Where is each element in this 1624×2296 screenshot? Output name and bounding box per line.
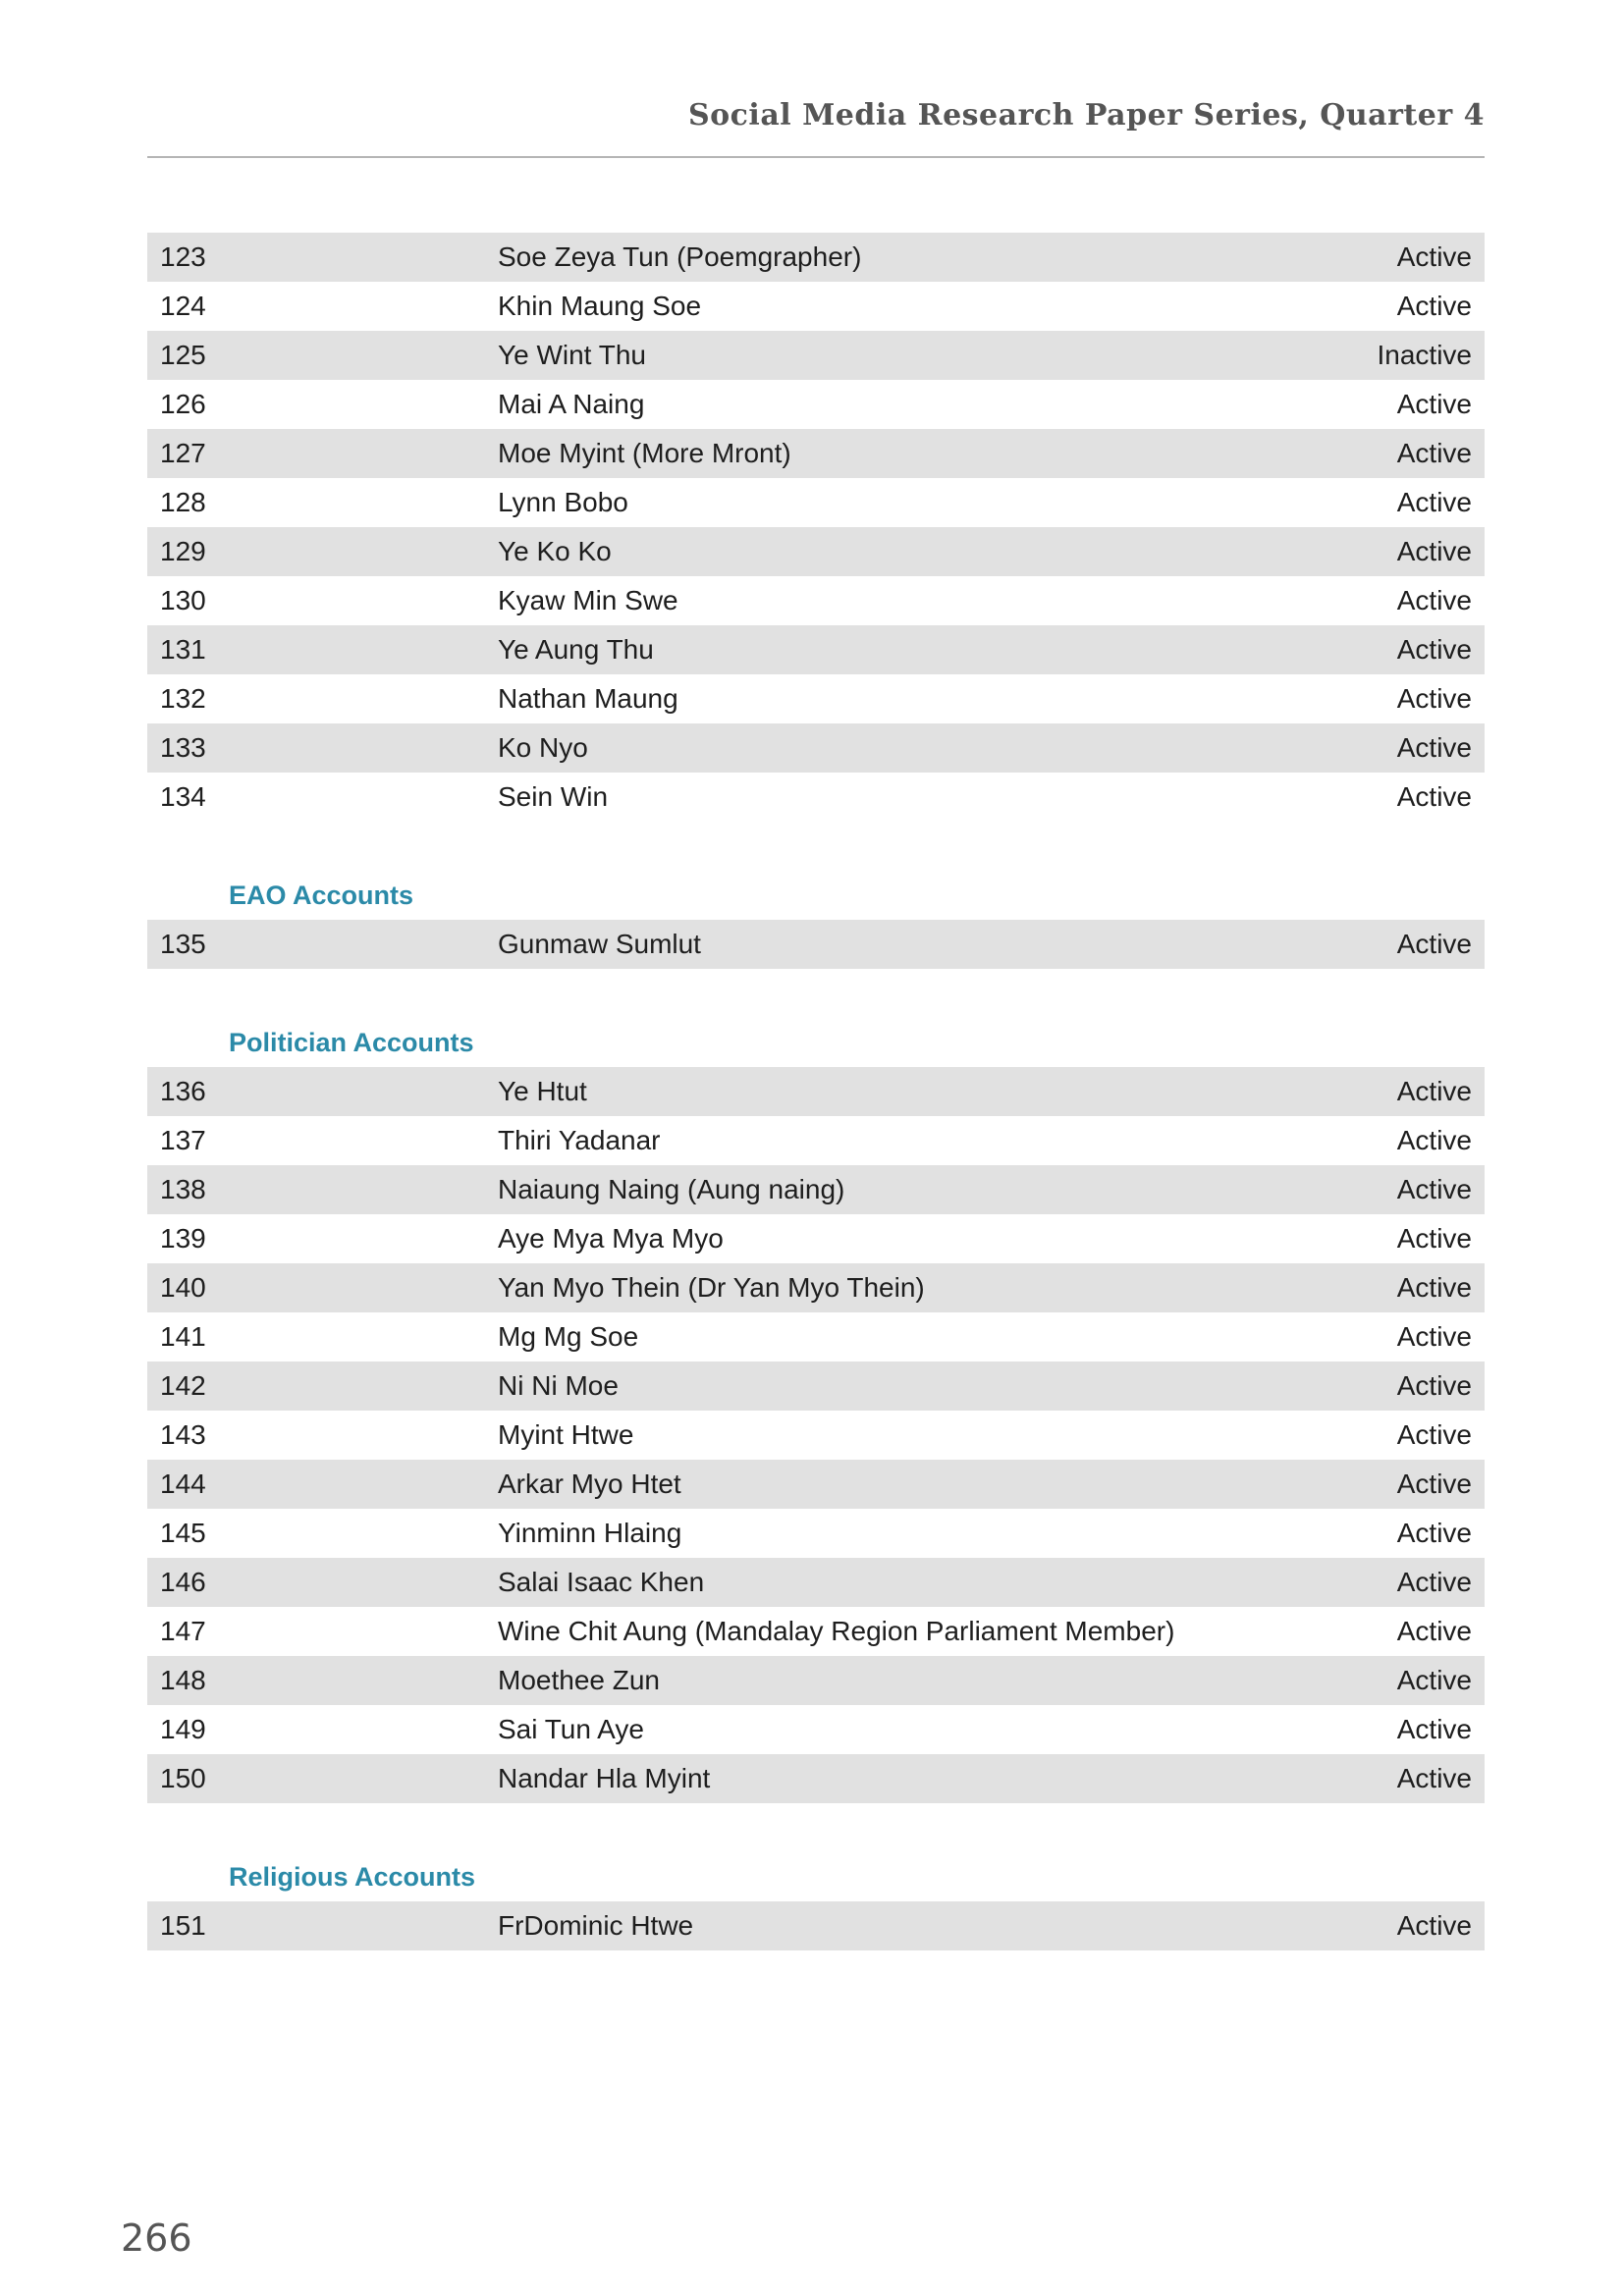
table-row — [147, 1263, 1485, 1312]
row-number: 129 — [160, 536, 206, 566]
account-status: Active — [1396, 1125, 1472, 1155]
table-row — [147, 1607, 1485, 1656]
table-row — [147, 920, 1485, 969]
row-number: 126 — [160, 389, 206, 419]
row-number: 138 — [160, 1174, 206, 1204]
row-number: 128 — [160, 487, 206, 517]
row-number: 135 — [160, 929, 206, 959]
account-name: Ye Ko Ko — [498, 536, 612, 566]
row-number: 137 — [160, 1125, 206, 1155]
row-number: 145 — [160, 1518, 206, 1548]
account-name: Aye Mya Mya Myo — [498, 1223, 724, 1254]
account-status: Active — [1396, 487, 1472, 517]
account-name: Moethee Zun — [498, 1665, 660, 1695]
accounts-table — [147, 233, 1485, 1950]
account-name: Arkar Myo Htet — [498, 1468, 681, 1499]
table-row — [147, 380, 1485, 429]
account-status: Active — [1396, 241, 1472, 272]
table-row — [147, 1558, 1485, 1607]
row-number: 123 — [160, 241, 206, 272]
account-name: Sai Tun Aye — [498, 1714, 644, 1744]
account-status: Active — [1396, 536, 1472, 566]
account-name: Ni Ni Moe — [498, 1370, 619, 1401]
row-number: 149 — [160, 1714, 206, 1744]
row-number: 148 — [160, 1665, 206, 1695]
row-number: 140 — [160, 1272, 206, 1303]
section-gap — [147, 969, 1485, 1018]
section-gap — [147, 822, 1485, 871]
account-status: Active — [1396, 438, 1472, 468]
table-row — [147, 625, 1485, 674]
section-heading: Politician Accounts — [229, 1028, 474, 1057]
account-status: Active — [1396, 1272, 1472, 1303]
account-status: Active — [1396, 683, 1472, 714]
account-status: Active — [1396, 1714, 1472, 1744]
account-name: Khin Maung Soe — [498, 291, 702, 321]
account-name: Wine Chit Aung (Mandalay Region Parliament Member) — [498, 1616, 1175, 1646]
account-name: Mai A Naing — [498, 389, 645, 419]
account-status: Active — [1396, 291, 1472, 321]
row-number: 144 — [160, 1468, 206, 1499]
account-name: Myint Htwe — [498, 1419, 634, 1450]
table-row — [147, 723, 1485, 773]
account-status: Active — [1396, 1223, 1472, 1254]
account-status: Active — [1396, 1567, 1472, 1597]
table-row — [147, 1754, 1485, 1803]
row-number: 147 — [160, 1616, 206, 1646]
account-status: Active — [1396, 1910, 1472, 1941]
table-row — [147, 478, 1485, 527]
table-row — [147, 576, 1485, 625]
table-row — [147, 1705, 1485, 1754]
table-row — [147, 773, 1485, 822]
account-name: FrDominic Htwe — [498, 1910, 694, 1941]
section-heading: EAO Accounts — [229, 881, 414, 910]
account-name: Mg Mg Soe — [498, 1321, 639, 1352]
row-number: 130 — [160, 585, 206, 615]
table-row — [147, 1067, 1485, 1116]
table-row — [147, 674, 1485, 723]
account-status: Active — [1396, 1321, 1472, 1352]
account-name: Ye Htut — [498, 1076, 587, 1106]
table-row — [147, 1362, 1485, 1411]
row-number: 133 — [160, 732, 206, 763]
account-name: Yinminn Hlaing — [498, 1518, 682, 1548]
row-number: 125 — [160, 340, 206, 370]
account-name: Yan Myo Thein (Dr Yan Myo Thein) — [498, 1272, 925, 1303]
row-number: 134 — [160, 781, 206, 812]
account-name: Naiaung Naing (Aung naing) — [498, 1174, 845, 1204]
table-row — [147, 1460, 1485, 1509]
account-status: Active — [1396, 1174, 1472, 1204]
row-number: 132 — [160, 683, 206, 714]
account-status: Active — [1396, 1665, 1472, 1695]
account-status: Active — [1396, 1468, 1472, 1499]
account-status: Active — [1396, 585, 1472, 615]
page-header-title: Social Media Research Paper Series, Quarter 4 — [687, 98, 1485, 133]
row-number: 141 — [160, 1321, 206, 1352]
account-name: Soe Zeya Tun (Poemgrapher) — [498, 241, 862, 272]
table-row — [147, 233, 1485, 282]
account-status: Active — [1396, 389, 1472, 419]
account-name: Ye Aung Thu — [498, 634, 654, 665]
row-number: 142 — [160, 1370, 206, 1401]
account-name: Nathan Maung — [498, 683, 678, 714]
section-gap — [147, 1803, 1485, 1852]
table-row — [147, 1116, 1485, 1165]
account-status: Inactive — [1377, 340, 1472, 370]
account-name: Sein Win — [498, 781, 609, 812]
account-name: Ye Wint Thu — [498, 340, 646, 370]
account-name: Ko Nyo — [498, 732, 588, 763]
table-row — [147, 429, 1485, 478]
account-status: Active — [1396, 634, 1472, 665]
table-row — [147, 527, 1485, 576]
section-heading: Religious Accounts — [229, 1862, 476, 1892]
account-status: Active — [1396, 732, 1472, 763]
row-number: 151 — [160, 1910, 206, 1941]
table-row — [147, 1901, 1485, 1950]
account-status: Active — [1396, 1518, 1472, 1548]
table-row — [147, 1165, 1485, 1214]
account-name: Salai Isaac Khen — [498, 1567, 705, 1597]
table-row — [147, 331, 1485, 380]
row-number: 127 — [160, 438, 206, 468]
account-status: Active — [1396, 781, 1472, 812]
account-name: Thiri Yadanar — [498, 1125, 661, 1155]
account-name: Gunmaw Sumlut — [498, 929, 701, 959]
account-name: Moe Myint (More Mront) — [498, 438, 791, 468]
row-number: 136 — [160, 1076, 206, 1106]
table-row — [147, 1312, 1485, 1362]
page-number: 266 — [121, 2216, 192, 2260]
account-status: Active — [1396, 1616, 1472, 1646]
account-status: Active — [1396, 1419, 1472, 1450]
table-row — [147, 1656, 1485, 1705]
account-status: Active — [1396, 1370, 1472, 1401]
row-number: 146 — [160, 1567, 206, 1597]
table-row — [147, 1214, 1485, 1263]
row-number: 143 — [160, 1419, 206, 1450]
account-name: Nandar Hla Myint — [498, 1763, 711, 1793]
account-name: Kyaw Min Swe — [498, 585, 678, 615]
table-row — [147, 282, 1485, 331]
row-number: 124 — [160, 291, 206, 321]
table-row — [147, 1411, 1485, 1460]
row-number: 131 — [160, 634, 206, 665]
account-status: Active — [1396, 1076, 1472, 1106]
account-status: Active — [1396, 1763, 1472, 1793]
row-number: 150 — [160, 1763, 206, 1793]
row-number: 139 — [160, 1223, 206, 1254]
account-name: Lynn Bobo — [498, 487, 628, 517]
table-row — [147, 1509, 1485, 1558]
account-status: Active — [1396, 929, 1472, 959]
header-divider — [147, 156, 1485, 158]
